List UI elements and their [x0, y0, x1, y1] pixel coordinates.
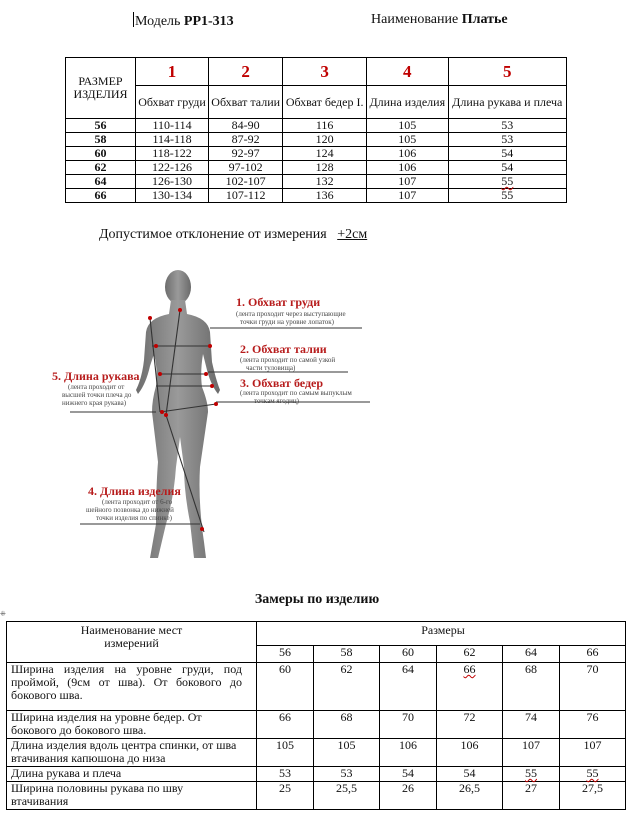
svg-text:5. Длина рукава: 5. Длина рукава — [52, 369, 140, 383]
svg-text:1. Обхват груди: 1. Обхват груди — [236, 295, 321, 309]
size-header: 64 — [503, 646, 560, 663]
size-header: 58 — [314, 646, 380, 663]
tolerance-note — [99, 227, 367, 243]
measurements-title: Замеры по изделию — [254, 592, 380, 607]
text-cursor — [133, 12, 134, 27]
svg-text:(лента проходит от: (лента проходит от — [68, 383, 125, 391]
size-corner-header: РАЗМЕР ИЗДЕЛИЯ — [66, 58, 136, 119]
table-row: 66 130-134 107-112 136 107 55 — [66, 189, 567, 203]
svg-text:4. Длина изделия: 4. Длина изделия — [88, 484, 181, 498]
col-sizes-header: Размеры — [257, 622, 626, 646]
table-row: Ширина половины рукава по шву втачивания 25 25,5 26 26,5 27 27,5 — [7, 782, 626, 810]
table-row: 60 118-122 92-97 124 106 54 — [66, 147, 567, 161]
col-header: Обхват бедер I. — [283, 86, 367, 119]
annotation-hips — [240, 376, 352, 405]
annotation-length — [86, 484, 181, 522]
measurements-table — [6, 621, 626, 810]
col-name-header: Наименование мест измерений — [7, 622, 257, 663]
name-label: Наименование — [371, 12, 459, 27]
svg-text:нижнего края рукава): нижнего края рукава) — [62, 399, 127, 407]
svg-text:части туловища): части туловища) — [246, 364, 296, 372]
annotation-waist — [240, 342, 335, 372]
svg-text:(лента проходит от 6-го: (лента проходит от 6-го — [102, 498, 173, 506]
svg-text:точкам ягодиц): точкам ягодиц) — [254, 397, 299, 405]
svg-text:(лента проходит по самым выпук: (лента проходит по самым выпуклым — [240, 389, 352, 397]
table-row: Ширина изделия на уровне бедер. От бокового до бокового шва. 66 68 70 72 74 76 — [7, 711, 626, 739]
name-value: Платье — [461, 12, 508, 27]
col-header: Обхват груди — [136, 86, 209, 119]
table-anchor-icon: ⁜ — [0, 610, 6, 618]
size-header: 60 — [380, 646, 437, 663]
col-header: Длина рукава и плеча — [448, 86, 566, 119]
annotation-chest — [236, 295, 346, 326]
tolerance-value: +2см — [337, 227, 368, 242]
size-header: 66 — [560, 646, 626, 663]
table-row: Длина изделия вдоль центра спинки, от шва втачивания капюшона до низа 105 105 106 106 107 107 — [7, 739, 626, 767]
svg-text:(лента проходит через выступаю: (лента проходит через выступающие — [236, 310, 346, 318]
table-row: Ширина изделия на уровне груди, под проймой, (9см от шва). От бокового до бокового шва. 60 62 64 66 68 70 — [7, 663, 626, 711]
annotation-sleeve — [52, 369, 140, 407]
svg-text:шейного позвонка до нижней: шейного позвонка до нижней — [86, 506, 174, 514]
table-row: 62 122-126 97-102 128 106 54 — [66, 161, 567, 175]
col-number: 2 — [209, 58, 283, 86]
table-row: 56 110-114 84-90 116 105 53 — [66, 119, 567, 133]
svg-text:3. Обхват бедер: 3. Обхват бедер — [240, 376, 324, 390]
size-header: 62 — [437, 646, 503, 663]
table-row: 58 114-118 87-92 120 105 53 — [66, 133, 567, 147]
table-row: 64 126-130 102-107 132 107 55 — [66, 175, 567, 189]
name-line — [371, 12, 508, 28]
table-row: Длина рукава и плеча 53 53 54 54 55 55 — [7, 767, 626, 782]
col-number: 1 — [136, 58, 209, 86]
size-table — [65, 57, 567, 203]
col-number: 5 — [448, 58, 566, 86]
svg-text:точки изделия по спинке): точки изделия по спинке) — [96, 514, 172, 522]
body-measurement-figure — [40, 262, 380, 567]
svg-text:точки груди на уровне лопаток): точки груди на уровне лопаток) — [240, 318, 334, 326]
svg-text:(лента проходит по самой узкой: (лента проходит по самой узкой — [240, 356, 336, 364]
model-line — [133, 12, 234, 30]
svg-text:высшей точки плеча до: высшей точки плеча до — [62, 391, 132, 399]
col-header: Обхват талии — [209, 86, 283, 119]
tolerance-text: Допустимое отклонение от измерения — [99, 227, 327, 242]
col-number: 4 — [366, 58, 448, 86]
model-label: Модель — [135, 14, 181, 29]
col-number: 3 — [283, 58, 367, 86]
size-header: 56 — [257, 646, 314, 663]
model-value: PP1-313 — [183, 14, 234, 29]
col-header: Длина изделия — [366, 86, 448, 119]
svg-text:2. Обхват талии: 2. Обхват талии — [240, 342, 327, 356]
